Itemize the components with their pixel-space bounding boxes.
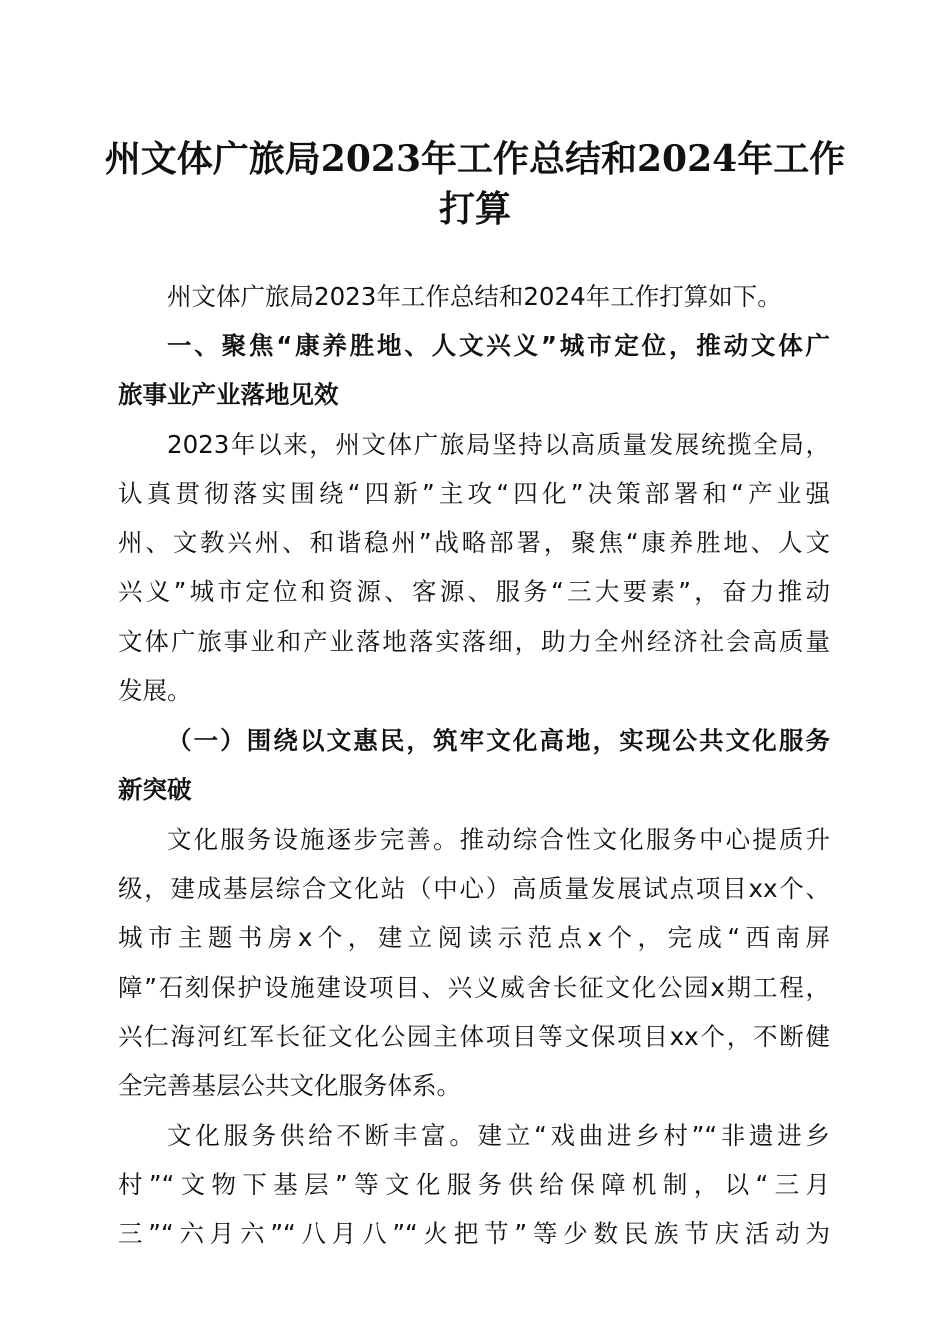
paragraph-2-line: 障”石刻保护设施建设项目、兴义威舍长征文化公园x期工程， xyxy=(118,973,830,1002)
subsection-heading-1-cont: 新突破 xyxy=(118,775,192,804)
intro-paragraph: 州文体广旅局2023年工作总结和2024年工作打算如下。 xyxy=(167,282,782,311)
paragraph-1-line: 发展。 xyxy=(118,676,192,705)
paragraph-1-line: 州、文教兴州、和谐稳州”战略部署，聚焦“康养胜地、人文 xyxy=(118,528,830,557)
paragraph-3-line: 三”“六月六”“八月八”“火把节”等少数民族节庆活动为 xyxy=(118,1219,830,1248)
paragraph-1-line: 文体广旅事业和产业落地落实落细，助力全州经济社会高质量 xyxy=(118,627,830,656)
paragraph-1-line: 认真贯彻落实围绕“四新”主攻“四化”决策部署和“产业强 xyxy=(118,479,830,508)
paragraph-3-line: 文化服务供给不断丰富。建立“戏曲进乡村”“非遗进乡 xyxy=(167,1121,830,1150)
document-title-line-2: 打算 xyxy=(438,188,511,230)
paragraph-2-line: 兴仁海河红军长征文化公园主体项目等文保项目xx个，不断健 xyxy=(118,1022,830,1051)
document-title-line-1: 州文体广旅局2023年工作总结和2024年工作 xyxy=(104,138,846,180)
subsection-heading-1: （一）围绕以文惠民，筑牢文化高地，实现公共文化服务 xyxy=(167,726,830,755)
paragraph-2-line: 级，建成基层综合文化站（中心）高质量发展试点项目xx个、 xyxy=(118,874,830,903)
paragraph-3-line: 村”“文物下基层”等文化服务供给保障机制，以“三月 xyxy=(118,1170,830,1199)
paragraph-1-line: 兴义”城市定位和资源、客源、服务“三大要素”，奋力推动 xyxy=(118,577,830,606)
paragraph-2-line: 城市主题书房x个，建立阅读示范点x个，完成“西南屏 xyxy=(118,923,830,952)
section-heading-1-cont: 旅事业产业落地见效 xyxy=(118,380,339,409)
paragraph-2-line: 文化服务设施逐步完善。推动综合性文化服务中心提质升 xyxy=(167,825,830,854)
paragraph-2-line: 全完善基层公共文化服务体系。 xyxy=(118,1071,461,1100)
paragraph-1-line: 2023年以来，州文体广旅局坚持以高质量发展统揽全局， xyxy=(167,430,830,459)
section-heading-1: 一、聚焦“康养胜地、人文兴义”城市定位，推动文体广 xyxy=(167,331,830,360)
